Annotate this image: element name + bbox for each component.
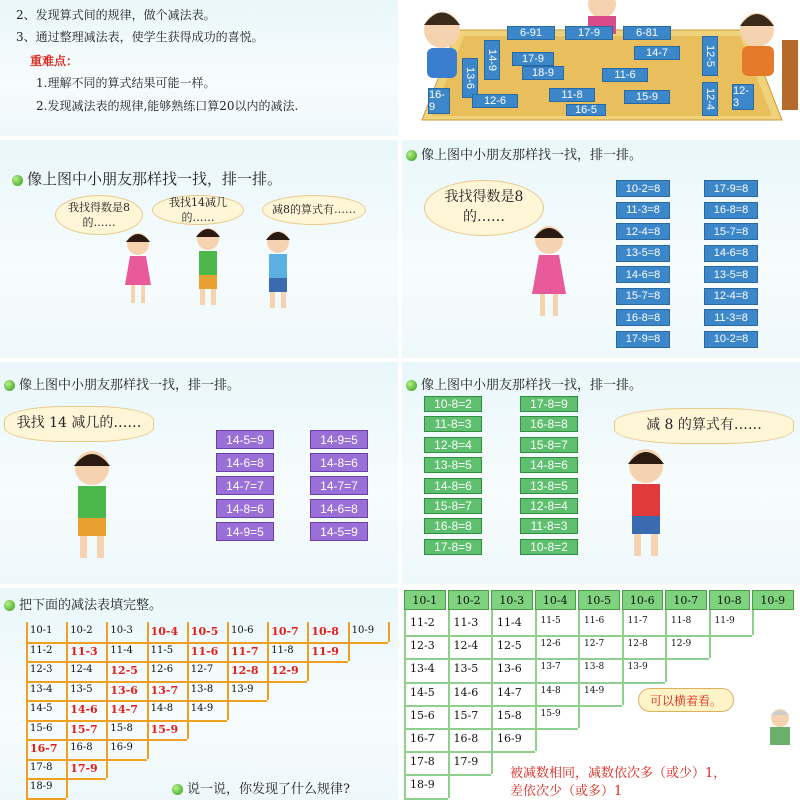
table-cell: 12-4: [70, 664, 93, 675]
table-cell: 13-8: [584, 662, 605, 673]
table-cell: 15-9: [540, 708, 561, 719]
equation-card: 10-2=8: [616, 180, 670, 197]
table-cell: 14-8: [540, 685, 561, 696]
slide-title: [4, 594, 162, 613]
boy-illustration-2: [258, 228, 298, 313]
equation-card: 11-8=3: [424, 416, 482, 432]
equation-card: 13-5=8: [704, 266, 758, 283]
callout-bubble: 可以横着看。: [638, 688, 734, 712]
key-point-2: 2.发现减法表的规律,能够熟练口算20以内的减法.: [36, 99, 299, 113]
equation-card: 15-8=7: [520, 437, 578, 453]
equation-card: 13-8=5: [520, 478, 578, 494]
table-cell: 13-5: [70, 683, 93, 695]
card: 11-6: [602, 68, 648, 82]
bullet-icon: [4, 600, 15, 611]
bullet-icon: [4, 380, 15, 391]
bullet-icon: [172, 784, 183, 795]
table-cell: 15-6: [30, 722, 53, 734]
table-cell: 12-5: [497, 639, 522, 653]
table-rule: [388, 622, 390, 642]
table-rule: [187, 622, 189, 739]
table-rule: [267, 622, 269, 700]
equation-card: 14-8=6: [310, 453, 368, 472]
equation-card: 11-3=8: [704, 309, 758, 326]
table-rule: [535, 610, 537, 751]
table-rule: [227, 622, 229, 720]
equation-card: 12-4=8: [616, 223, 670, 240]
card: 6-81: [623, 26, 671, 40]
table-rule: [26, 642, 388, 644]
equation-card: 16-8=8: [424, 518, 482, 534]
slide-table-illustration: [402, 0, 800, 136]
card: 16-9: [428, 88, 450, 114]
equation-card: 15-7=8: [616, 288, 670, 305]
equation-card: 10-8=2: [424, 396, 482, 412]
table-cell: 11-7: [231, 644, 259, 658]
table-cell: 14-7: [497, 685, 522, 699]
boy-illustration: [62, 446, 122, 566]
table-cell: 10-9: [351, 625, 375, 636]
table-rule: [709, 610, 711, 658]
table-cell: 10-4: [150, 625, 179, 638]
table-rule: [622, 610, 624, 705]
table-cell: 11-3: [70, 644, 98, 658]
equation-card: 14-5=9: [310, 522, 368, 541]
table-rule: [26, 720, 227, 722]
table-cell: 11-5: [150, 644, 174, 656]
table-cell: 16-7: [410, 732, 435, 745]
equation-card: 13-8=5: [424, 457, 482, 473]
table-rule: [26, 798, 66, 800]
card: 13-6: [462, 58, 478, 98]
slide-title-text: 像上图中小朋友那样找一找，排一排。: [19, 378, 241, 393]
table-cell: 13-9: [627, 662, 648, 673]
slide-title-text: 像上图中小朋友那样找一找，排一排。: [27, 170, 283, 188]
table-cell: 12-6: [150, 664, 174, 675]
table-cell: 11-9: [714, 616, 735, 626]
equation-card: 10-8=2: [520, 539, 578, 555]
table-cell: 12-7: [190, 664, 214, 675]
table-cell: 11-7: [627, 616, 648, 626]
bullet-icon: [406, 150, 417, 161]
equation-card: 14-9=5: [310, 430, 368, 449]
table-rule: [404, 658, 709, 660]
rule-note-line-2: 差依次少（或多）1: [510, 784, 623, 799]
table-cell: 11-6: [190, 644, 219, 658]
table-cell: 15-8: [110, 722, 133, 734]
table-cell: 14-5: [30, 703, 53, 714]
table-cell: 13-6: [110, 683, 138, 697]
speech-bubble-boy: 减 8 的算式有……: [614, 408, 794, 444]
speech-bubble-girl: 我找得数是8的……: [424, 180, 544, 236]
table-cell: 14-5: [410, 685, 435, 699]
card: 12-5: [702, 36, 718, 76]
table-rule: [26, 759, 147, 761]
table-rule: [106, 622, 108, 778]
slide-find-and-arrange: [0, 140, 398, 358]
equation-card: 12-4=8: [704, 288, 758, 305]
table-cell: 10-6: [231, 625, 254, 636]
equation-card: 14-6=8: [310, 499, 368, 518]
slide-result-eight: [402, 140, 800, 358]
slide-fill-table: [0, 588, 398, 800]
header-cell: 10-9: [752, 590, 794, 610]
boy-illustration: [616, 444, 676, 564]
table-rule: [578, 610, 580, 728]
table-cell: 15-7: [453, 708, 479, 722]
table-rule: [26, 681, 307, 683]
equation-card: 16-8=8: [616, 309, 670, 326]
table-cell: 16-9: [497, 732, 522, 745]
header-cell: 10-7: [665, 590, 707, 610]
table-cell: 15-9: [150, 722, 179, 736]
table-cell: 11-4: [110, 644, 133, 656]
table-cell: 14-9: [584, 685, 605, 696]
speech-bubble-boy-1: 我找14减几的……: [152, 195, 244, 225]
table-rule: [66, 622, 68, 798]
equation-card: 17-9=8: [616, 331, 670, 348]
table-cell: 12-6: [540, 639, 561, 650]
boy-illustration-1: [188, 225, 228, 310]
key-point-1: 1.理解不同的算式结果可能一样。: [36, 76, 216, 90]
table-cell: 12-9: [271, 664, 299, 677]
header-cell: 10-3: [491, 590, 533, 610]
card: 14-7: [634, 46, 680, 60]
table-cell: 13-5: [453, 662, 479, 676]
slide-title-text: 像上图中小朋友那样找一找，排一排。: [421, 148, 643, 163]
table-cell: 12-9: [671, 639, 692, 650]
objective-line-3: 3、通过整理减法表，使学生获得成功的喜悦。: [16, 30, 264, 44]
equation-card: 14-8=6: [520, 457, 578, 473]
table-rule: [752, 610, 754, 635]
card: 17-9: [565, 26, 613, 40]
table-cell: 14-9: [190, 703, 214, 714]
girl-illustration: [118, 230, 158, 310]
table-cell: 11-8: [671, 616, 692, 626]
table-cell: 11-3: [453, 616, 479, 629]
slide-title: [4, 374, 240, 393]
discussion-prompt-text: 说一说，你发现了什么规律?: [187, 782, 350, 797]
slide-title: [406, 144, 642, 163]
header-cell: 10-1: [404, 590, 446, 610]
card: 12-6: [472, 94, 518, 108]
header-cell: 10-6: [622, 590, 664, 610]
table-cell: 17-8: [410, 755, 435, 769]
table-cell: 11-4: [497, 616, 522, 629]
key-points-heading: 重难点：: [30, 54, 79, 68]
table-cell: 10-2: [70, 625, 93, 636]
table-cell: 16-7: [30, 742, 58, 755]
slide-title: [12, 168, 282, 189]
table-rule: [665, 610, 667, 682]
table-cell: 10-8: [311, 625, 339, 638]
table-rule: [348, 622, 350, 661]
table-cell: 13-4: [30, 683, 53, 695]
table-cell: 13-8: [190, 683, 214, 695]
equation-card: 14-6=8: [216, 453, 274, 472]
objective-line-2: 2、发现算式间的规律，做个减法表。: [16, 8, 216, 22]
table-cell: 16-9: [110, 742, 133, 753]
equation-card: 16-8=8: [520, 416, 578, 432]
table-cell: 11-2: [30, 644, 53, 656]
table-cell: 18-9: [410, 778, 435, 792]
table-cell: 17-9: [70, 761, 98, 775]
table-cell: 11-8: [271, 644, 294, 656]
header-cell: 10-5: [578, 590, 620, 610]
equation-card: 14-6=8: [704, 245, 758, 262]
table-cell: 15-8: [497, 708, 522, 722]
table-cell: 16-8: [70, 742, 93, 753]
card: 12-4: [702, 82, 718, 116]
girl-illustration: [524, 222, 574, 322]
discussion-prompt: [172, 778, 350, 797]
equation-card: 13-5=8: [616, 245, 670, 262]
table-cell: 12-3: [410, 639, 435, 653]
equation-card: 14-8=6: [424, 478, 482, 494]
table-rule: [404, 705, 622, 707]
equation-card: 11-8=3: [520, 518, 578, 534]
card: 18-9: [522, 66, 564, 80]
card: 16-5: [566, 104, 606, 116]
table-cell: 13-7: [150, 683, 179, 697]
table-cell: 12-8: [231, 664, 259, 677]
equation-card: 14-7=7: [216, 476, 274, 495]
equation-card: 12-8=4: [424, 437, 482, 453]
teacher-icon: [762, 706, 798, 746]
equation-card: 14-8=6: [216, 499, 274, 518]
table-rule: [307, 622, 309, 681]
table-rule: [404, 798, 448, 800]
equation-card: 11-3=8: [616, 202, 670, 219]
equation-card: 12-8=4: [520, 498, 578, 514]
equation-card: 15-8=7: [424, 498, 482, 514]
table-rule: [26, 622, 28, 798]
table-cell: 15-6: [410, 708, 435, 722]
table-rule: [448, 610, 450, 798]
table-cell: 14-6: [453, 685, 479, 699]
table-cell: 10-1: [30, 625, 53, 636]
table-cell: 11-2: [410, 616, 435, 629]
table-cell: 10-5: [190, 625, 219, 638]
card: 14-9: [484, 40, 500, 80]
card: 6-91: [507, 26, 555, 40]
table-cell: 18-9: [30, 781, 53, 792]
speech-bubble-girl: 我找得数是8的……: [55, 195, 143, 235]
equation-card: 17-9=8: [704, 180, 758, 197]
speech-bubble-boy-2: 减8的算式有……: [262, 195, 366, 225]
table-cell: 12-4: [453, 639, 479, 653]
speech-bubble-boy: 我找 14 减几的……: [4, 406, 154, 442]
header-cell: 10-8: [709, 590, 751, 610]
table-rule: [404, 751, 535, 753]
table-cell: 14-7: [110, 703, 138, 716]
table-cell: 17-8: [30, 761, 53, 773]
table-cell: 11-5: [540, 616, 561, 626]
table-cell: 17-9: [453, 755, 479, 769]
table-rule: [147, 622, 149, 759]
table-cell: 13-9: [231, 683, 254, 695]
slide-objectives: [0, 0, 398, 136]
table-rule: [404, 610, 406, 798]
slide-complete-table: [402, 588, 800, 800]
card: 12-3: [732, 84, 754, 110]
table-cell: 11-9: [311, 644, 339, 658]
table-cell: 12-3: [30, 664, 53, 675]
slide-fourteen-minus: [0, 362, 398, 584]
equation-card: 14-6=8: [616, 266, 670, 283]
table-cell: 14-6: [70, 703, 98, 716]
equation-card: 14-9=5: [216, 522, 274, 541]
table-cell: 13-4: [410, 662, 435, 676]
table-cell: 10-7: [271, 625, 299, 638]
card: 17-9: [512, 52, 554, 66]
slide-title: [406, 374, 642, 393]
table-rule: [491, 610, 493, 774]
rule-note-line-1: 被减数相同，减数依次多（或少）1，: [510, 766, 727, 781]
slide-minus-eight: [402, 362, 800, 584]
equation-card: 14-5=9: [216, 430, 274, 449]
slide-title-text: 把下面的减法表填完整。: [19, 598, 163, 613]
equation-card: 15-7=8: [704, 223, 758, 240]
table-cell: 12-7: [584, 639, 605, 650]
table-cell: 13-7: [540, 662, 561, 673]
header-cell: 10-4: [535, 590, 577, 610]
header-cell: 10-2: [448, 590, 490, 610]
bullet-icon: [406, 380, 417, 391]
table-cell: 13-6: [497, 662, 522, 676]
equation-card: 17-8=9: [424, 539, 482, 555]
table-cell: 11-6: [584, 616, 605, 626]
table-cell: 12-5: [110, 664, 138, 677]
equation-card: 16-8=8: [704, 202, 758, 219]
card: 15-9: [624, 90, 670, 104]
table-cell: 14-8: [150, 703, 174, 714]
equation-card: 17-8=9: [520, 396, 578, 412]
bullet-icon: [12, 175, 23, 186]
table-cell: 12-8: [627, 639, 648, 650]
card: 11-8: [549, 88, 595, 102]
equation-card: 10-2=8: [704, 331, 758, 348]
table-cell: 15-7: [70, 722, 98, 736]
table-cell: 10-3: [110, 625, 133, 636]
slide-title-text: 像上图中小朋友那样找一找，排一排。: [421, 378, 643, 393]
table-cell: 16-8: [453, 732, 479, 745]
equation-card: 14-7=7: [310, 476, 368, 495]
